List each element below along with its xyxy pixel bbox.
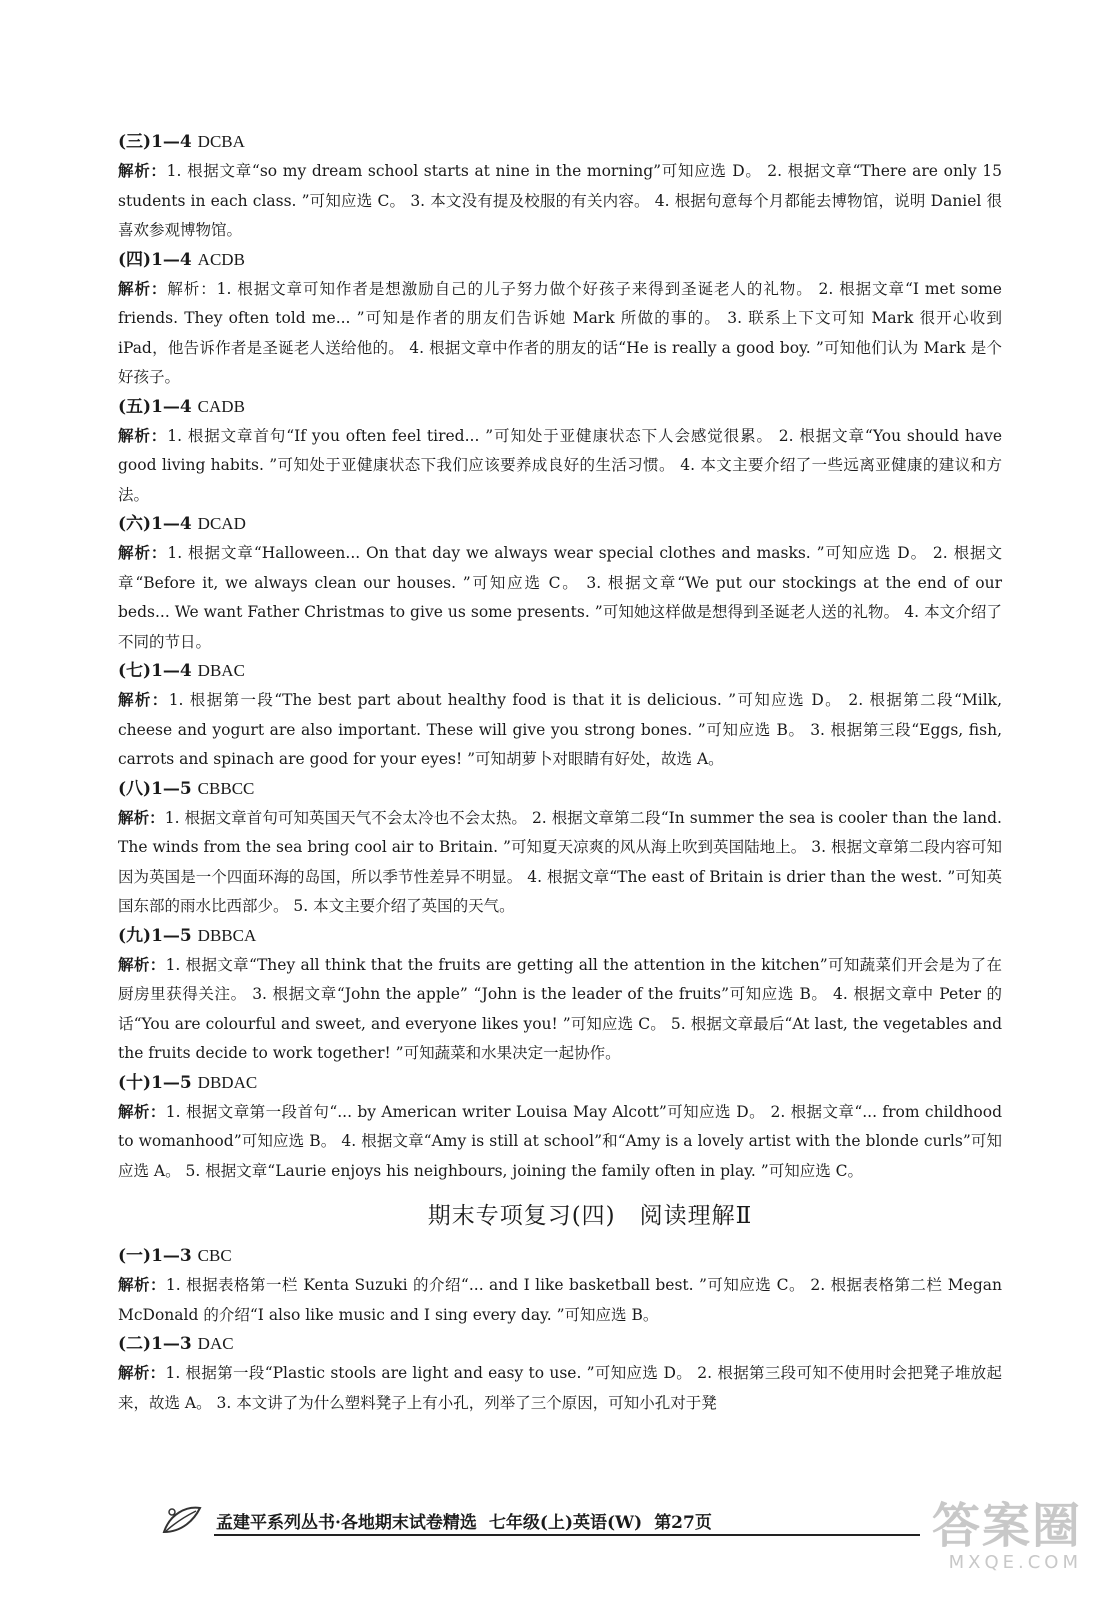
item-explanation: 解析：1. 根据文章首句“If you often feel tired... ”可知处于亚健康状态下人会感觉很累。 2. 根据文章“You should have good living habits. ”可知处于亚健康状态下我们应该要养成良好的生活习惯。 4. 本文主要介绍了一些远离亚健康的建议和方法。 [118, 425, 1002, 504]
answer-key: ACDB [197, 249, 245, 269]
item-explanation: 解析：1. 根据文章首句可知英国天气不会太冷也不会太热。 2. 根据文章第二段“In summer the sea is cooler than the land. The winds from the sea bring cool air to Britain. ”可知夏天凉爽的风从海上吹到英国陆地上。 3. 根据文章第二段内容可知因为英国是一个四面环海的岛国，所以季节性差异不明显。 4. 根据文章“The east of Britain is drier than the west. ”可知英国东部的雨水比西部少。 5. 本文主要介绍了英国的天气。 [118, 807, 1002, 915]
item-heading: (九)1—5 DBBCA [118, 925, 257, 946]
item-heading: (七)1—4 DBAC [118, 661, 245, 681]
footer-rule [214, 1534, 920, 1536]
answer-item [118, 775, 1002, 922]
answer-key: DCBA [197, 132, 245, 151]
leaf-logo-icon [160, 1502, 204, 1538]
item-heading: (六)1—4 DCAD [118, 514, 246, 534]
item-heading: (四)1—4 ACDB [118, 249, 245, 270]
page-footer [160, 1500, 920, 1540]
section-title: 期末专项复习(四) 阅读理解Ⅱ [427, 1203, 753, 1229]
book-series: 孟建平系列丛书·各地期末试卷精选 [216, 1512, 477, 1533]
item-explanation: 解析：1. 根据第一段“Plastic stools are light and easy to use. ”可知应选 D。 2. 根据第三段可知不使用时会把凳子堆放起来，故选 A。 3. 本文讲了为什么塑料凳子上有小孔，列举了三个原因，可知小孔对于凳 [118, 1363, 1002, 1412]
item-heading: (五)1—4 CADB [118, 396, 245, 417]
page-number: 第27页 [654, 1512, 712, 1533]
answer-item [118, 1242, 1002, 1330]
answer-item [118, 1069, 1002, 1187]
watermark [902, 1500, 1082, 1580]
answer-key: DAC [197, 1334, 234, 1353]
answer-item [118, 922, 1002, 1069]
answer-content [118, 128, 1002, 1418]
answer-key: DBDAC [197, 1072, 258, 1092]
answer-item [118, 246, 1002, 393]
item-heading: (十)1—5 DBDAC [118, 1072, 258, 1093]
answer-key: DBBCA [197, 925, 257, 945]
answer-item [118, 1330, 1002, 1418]
item-explanation: 解析：1. 根据文章第一段首句“... by American writer Louisa May Alcott”可知应选 D。 2. 根据文章“... from childhood to womanhood”可知应选 B。 4. 根据文章“Amy is still at school”和“Amy is a lovely artist with the blonde curls”可知应选 A。 5. 根据文章“Laurie enjoys his neighbours, joining the family often in play. ”可知应选 C。 [118, 1101, 1002, 1180]
item-heading: (八)1—5 CBBCC [118, 778, 255, 799]
answer-key: CADB [197, 396, 245, 416]
answer-item [118, 128, 1002, 246]
answer-item [118, 657, 1002, 775]
answer-item [118, 510, 1002, 657]
item-explanation: 解析：解析：1. 根据文章可知作者是想激励自己的儿子努力做个好孩子来得到圣诞老人的礼物。 2. 根据文章“I met some friends. They often told me... ”可知是作者的朋友们告诉她 Mark 所做的事的。 3. 联系上下文可知 Mark 很开心收到 iPad，他告诉作者是圣诞老人送给他的。 4. 根据文章中作者的朋友的话“He is really a good boy. ”可知他们认为 Mark 是个好孩子。 [118, 278, 1002, 386]
item-explanation: 解析：1. 根据第一段“The best part about healthy food is that it is delicious. ”可知应选 D。 2. 根据第二段“Milk, cheese and yogurt are also important. These will give you strong bones. ”可知应选 B。 3. 根据第三段“Eggs, fish, carrots and spinach are good for your eyes! ”可知胡萝卜对眼睛有好处，故选 A。 [118, 690, 1002, 768]
item-explanation: 解析：1. 根据文章“Halloween... On that day we always wear special clothes and masks. ”可知应选 D。 2. 根据文章“Before it, we always clean our houses. ”可知应选 C。 3. 根据文章“We put our stockings at the end of our beds... We want Father Christmas to give us some presents. ”可知她这样做是想得到圣诞老人送的礼物。 4. 本文介绍了不同的节日。 [118, 543, 1002, 651]
item-heading: (一)1—3 CBC [118, 1246, 232, 1266]
answer-key: DBAC [197, 661, 245, 680]
answer-item [118, 393, 1002, 511]
watermark-main: 答案圈 [931, 1498, 1082, 1554]
item-heading: (三)1—4 DCBA [118, 132, 245, 152]
answer-key: DCAD [197, 514, 246, 533]
item-explanation: 解析：1. 根据文章“They all think that the fruits are getting all the attention in the kitchen”可知蔬菜们开会是为了在厨房里获得关注。 3. 根据文章“John the apple” “John is the leader of the fruits”可知应选 B。 4. 根据文章中 Peter 的话“You are colourful and sweet, and everyone likes you! ”可知应选 C。 5. 根据文章最后“At last, the vegetables and the fruits decide to work together! ”可知蔬菜和水果决定一起协作。 [118, 954, 1002, 1062]
item-explanation: 解析：1. 根据表格第一栏 Kenta Suzuki 的介绍“... and I like basketball best. ”可知应选 C。 2. 根据表格第二栏 Megan McDonald 的介绍“I also like music and I sing every day. ”可知应选 B。 [118, 1275, 1002, 1324]
grade-subject: 七年级(上)英语(W) [488, 1512, 643, 1533]
item-explanation: 解析：1. 根据文章“so my dream school starts at nine in the morning”可知应选 D。 2. 根据文章“There are only 15 students in each class. ”可知应选 C。 3. 本文没有提及校服的有关内容。 4. 根据句意每个月都能去博物馆，说明 Daniel 很喜欢参观博物馆。 [118, 161, 1002, 239]
item-heading: (二)1—3 DAC [118, 1334, 234, 1354]
answer-key: CBBCC [197, 778, 255, 798]
answer-key: CBC [197, 1246, 232, 1265]
watermark-sub: MXQE.COM [948, 1552, 1082, 1573]
